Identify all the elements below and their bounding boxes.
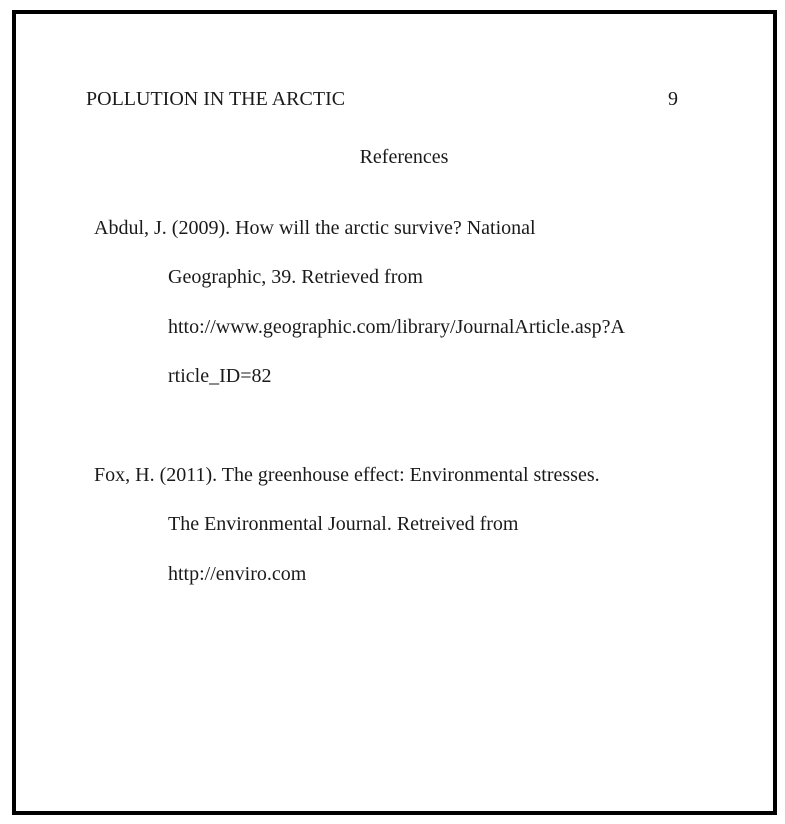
reference-line: Abdul, J. (2009). How will the arctic survive? National — [94, 217, 536, 239]
reference-line: Geographic, 39. Retrieved from — [168, 266, 423, 288]
reference-line: Fox, H. (2011). The greenhouse effect: Environmental stresses. — [94, 464, 600, 486]
references-heading: References — [359, 146, 449, 168]
reference-line: http://enviro.com — [168, 563, 307, 585]
running-head: POLLUTION IN THE ARCTIC — [86, 88, 346, 110]
reference-line: htto://www.geographic.com/library/JournalArticle.asp?A — [168, 316, 625, 338]
page-number: 9 — [668, 88, 678, 110]
document-page — [12, 10, 777, 815]
reference-line: The Environmental Journal. Retreived from — [168, 513, 519, 535]
reference-line: rticle_ID=82 — [168, 365, 272, 387]
